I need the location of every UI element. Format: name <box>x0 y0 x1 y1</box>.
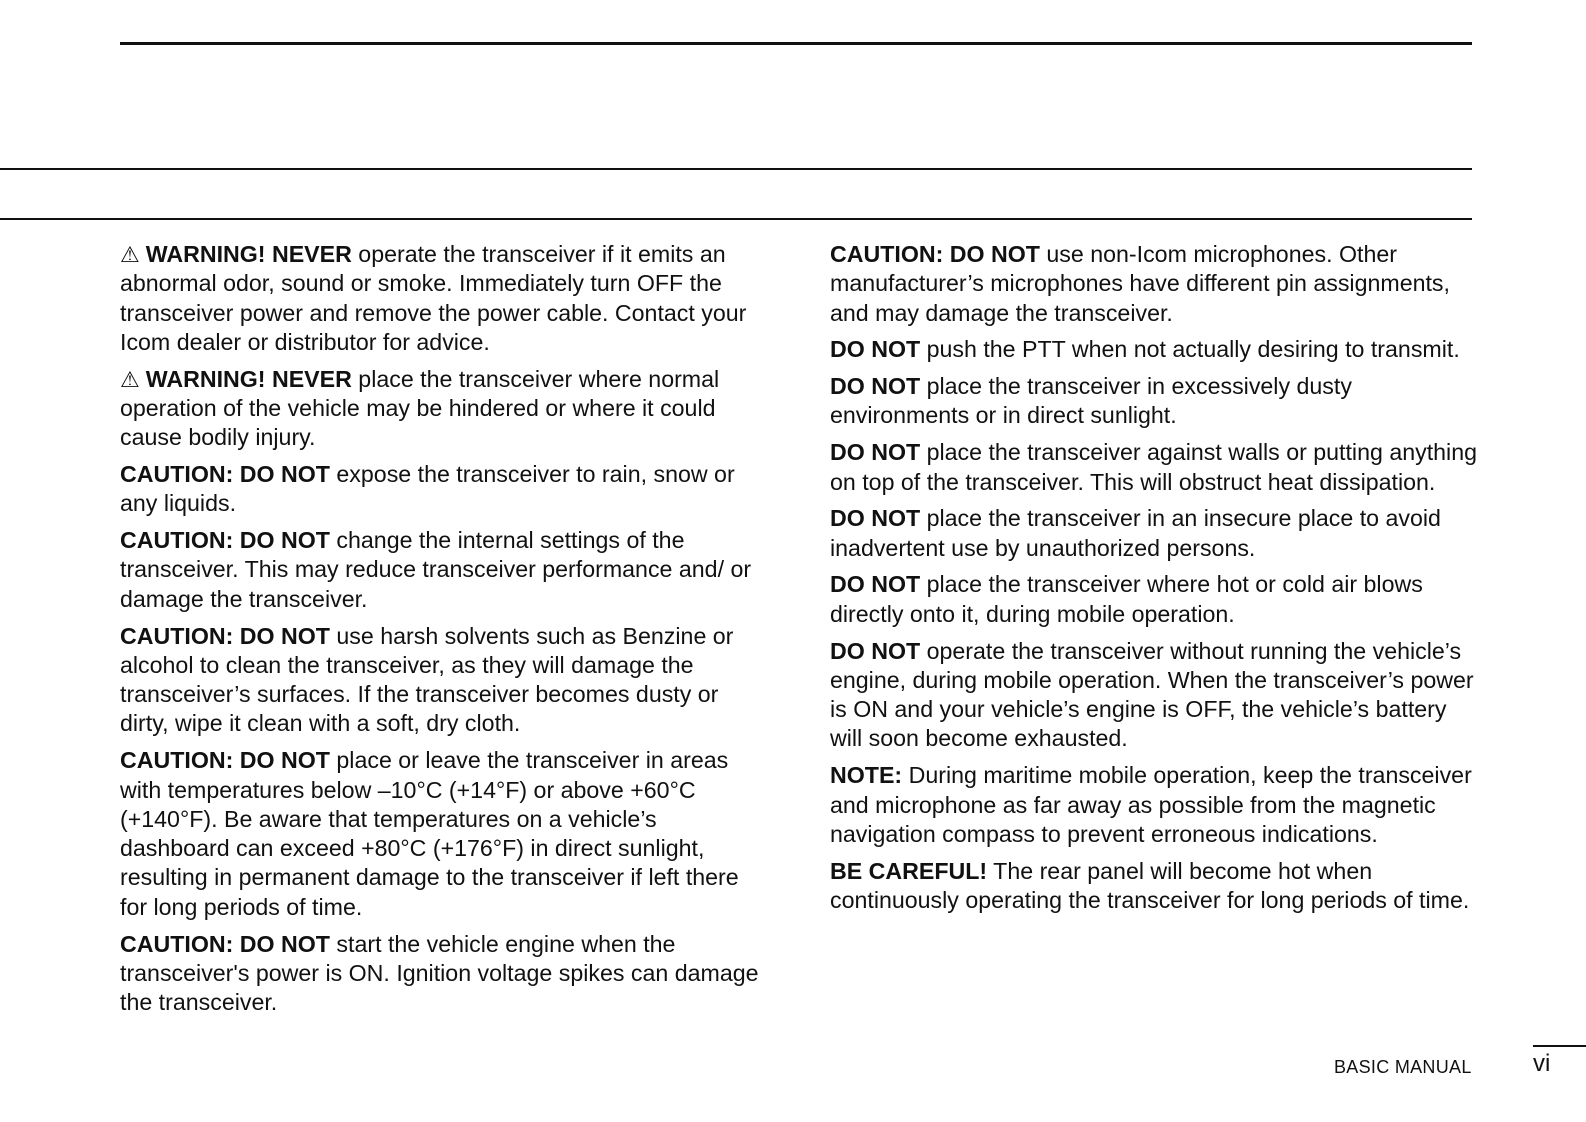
precaution-text: place the transceiver against walls or putting anything on top of the transceiver. This will obstruct heat dissipation. <box>830 439 1477 495</box>
precaution-paragraph <box>120 622 770 739</box>
precaution-paragraph <box>830 504 1482 563</box>
precaution-text: start the vehicle engine when the transceiver's power is ON. Ignition voltage spikes can damage the transceiver. <box>120 930 759 1016</box>
right-column <box>830 240 1482 923</box>
precaution-lead: DO NOT <box>830 571 921 598</box>
precaution-paragraph <box>120 240 770 357</box>
precaution-lead: DO NOT <box>830 505 921 532</box>
precaution-paragraph <box>830 570 1482 629</box>
section-rule-lower <box>0 218 1472 220</box>
precaution-lead: DO NOT <box>830 373 921 400</box>
section-rule-upper <box>0 168 1472 170</box>
precaution-text: use non-Icom microphones. Other manufacturer’s microphones have different pin assignments, and may damage the transceiver. <box>830 241 1450 326</box>
precaution-lead: WARNING! NEVER <box>145 241 352 267</box>
precaution-lead: CAUTION: DO NOT <box>830 241 1040 267</box>
precaution-text: use harsh solvents such as Benzine or alcohol to clean the transceiver, as they will damage the transceiver’s surfaces. If the transceiver becomes dusty or dirty, wipe it clean with a soft, dry cloth. <box>120 622 734 737</box>
note-lead: NOTE: <box>830 762 903 789</box>
precaution-text: place the transceiver in an insecure place to avoid inadvertent use by unauthorized persons. <box>830 505 1441 561</box>
warning-triangle-icon: ⚠ <box>120 366 140 392</box>
note-text: During maritime mobile operation, keep the transceiver and microphone as far away as possible from the magnetic navigation compass to prevent erroneous indications. <box>830 762 1472 847</box>
precaution-text: place the transceiver in excessively dusty environments or in direct sunlight. <box>830 373 1352 429</box>
precaution-paragraph <box>830 637 1482 754</box>
precaution-paragraph <box>830 240 1482 328</box>
precaution-text: expose the transceiver to rain, snow or any liquids. <box>120 461 735 517</box>
footer-manual-label: BASIC MANUAL <box>1334 1057 1472 1077</box>
header-rule-top <box>120 42 1472 45</box>
precaution-text: operate the transceiver without running the vehicle’s engine, during mobile operation. When the transceiver’s power is ON and your vehicle’s engine is OFF, the vehicle’s battery will soon become exhausted. <box>830 637 1474 752</box>
precaution-paragraph <box>120 365 770 453</box>
precaution-lead: CAUTION: DO NOT <box>120 461 330 488</box>
precaution-text: place the transceiver where hot or cold air blows directly onto it, during mobile operation. <box>830 571 1423 627</box>
precaution-text: operate the transceiver if it emits an abnormal odor, sound or smoke. Immediately turn OFF the transceiver power and remove the power cable. Contact your Icom dealer or distributor for advice. <box>120 241 747 355</box>
left-column <box>120 240 770 1025</box>
careful-paragraph <box>830 857 1482 916</box>
precaution-text: place the transceiver where normal operation of the vehicle may be hindered or where it could cause bodily injury. <box>120 365 720 451</box>
precaution-lead: CAUTION: DO NOT <box>120 527 330 554</box>
precaution-lead: CAUTION: DO NOT <box>120 930 330 957</box>
page-number-rule <box>1533 1045 1586 1047</box>
precaution-paragraph <box>120 930 770 1018</box>
precaution-lead: DO NOT <box>830 336 921 363</box>
precaution-lead: DO NOT <box>830 637 921 664</box>
careful-text: The rear panel will become hot when continuously operating the transceiver for long periods of time. <box>830 857 1470 913</box>
precaution-paragraph <box>120 746 770 922</box>
page-number: vi <box>1533 1050 1551 1077</box>
careful-lead: BE CAREFUL! <box>830 857 988 884</box>
precaution-paragraph <box>120 460 770 519</box>
precaution-paragraph <box>830 372 1482 431</box>
precaution-lead: CAUTION: DO NOT <box>120 747 330 774</box>
precaution-paragraph <box>830 335 1482 364</box>
precaution-text: change the internal settings of the transceiver. This may reduce transceiver performance and/ or damage the transceiver. <box>120 527 752 612</box>
precaution-paragraph <box>830 438 1482 497</box>
precaution-paragraph <box>120 526 770 614</box>
precaution-lead: DO NOT <box>830 439 921 466</box>
warning-triangle-icon: ⚠ <box>120 242 140 267</box>
note-paragraph <box>830 761 1482 849</box>
precaution-text: push the PTT when not actually desiring to transmit. <box>920 336 1460 363</box>
precaution-lead: WARNING! NEVER <box>145 365 352 392</box>
precaution-text: place or leave the transceiver in areas with temperatures below –10°C (+14°F) or above +60°C (+140°F). Be aware that temperatures on a vehicle’s dashboard can exceed +80°C (+176°F) in direct sunlight, resulting in permanent damage to the transceiver if left there for long periods of time. <box>120 747 739 920</box>
precaution-lead: CAUTION: DO NOT <box>120 622 330 649</box>
